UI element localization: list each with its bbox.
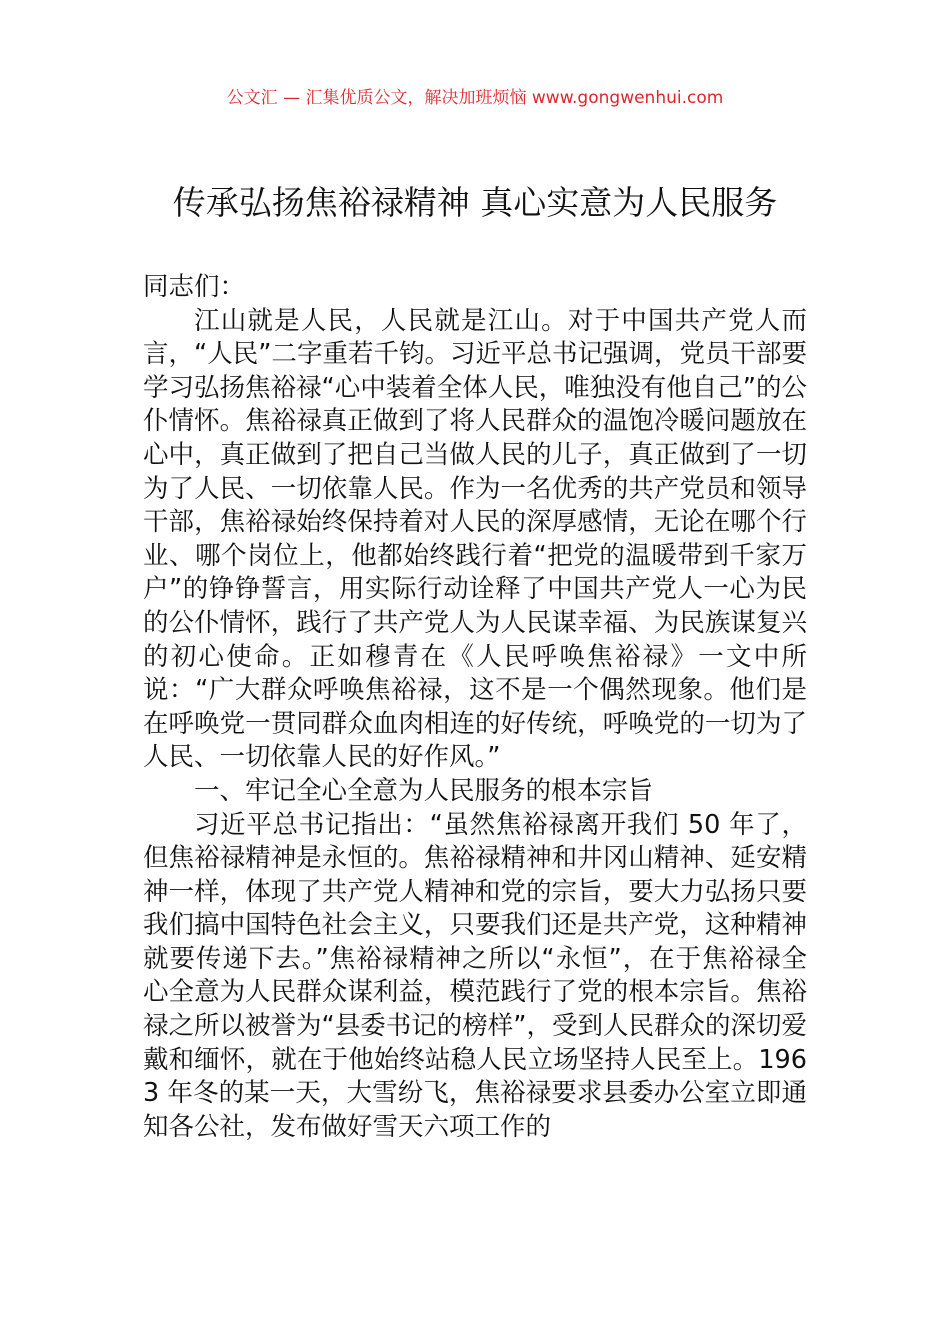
header-banner: 公文汇 — 汇集优质公文，解决加班烦恼 www.gongwenhui.com [226,88,724,108]
document-body [143,271,807,1144]
paragraph-section-1: 习近平总书记指出：“虽然焦裕禄离开我们 50 年了，但焦裕禄精神是永恒的。焦裕禄精神和井冈山精神、延安精神一样，体现了共产党人精神和党的宗旨，要大力弘扬只要我们搞中国特色社会主义，只要我们还是共产党，这种精神就要传递下去。”焦裕禄精神之所以“永恒”，在于焦裕禄全心全意为人民群众谋利益，模范践行了党的根本宗旨。焦裕禄之所以被誉为“县委书记的榜样”，受到人民群众的深切爱戴和缅怀，就在于他始终站稳人民立场坚持人民至上。1963 年冬的某一天，大雪纷飞，焦裕禄要求县委办公室立即通知各公社，发布做好雪天六项工作的 [143,809,807,1142]
document-title: 传承弘扬焦裕禄精神 真心实意为人民服务 [172,183,778,222]
section-heading: 一、牢记全心全意为人民服务的根本宗旨 [194,775,654,806]
salutation: 同志们： [143,272,246,302]
paragraph-intro: 江山就是人民，人民就是江山。对于中国共产党人而言，“人民”二字重若千钧。习近平总书记强调，党员干部要学习弘扬焦裕禄“心中装着全体人民，唯独没有他自己”的公仆情怀。焦裕禄真正做到了将人民群众的温饱冷暖问题放在心中，真正做到了把自己当做人民的儿子，真正做到了一切为了人民、一切依靠人民。作为一名优秀的共产党员和领导干部，焦裕禄始终保持着对人民的深厚感情，无论在哪个行业、哪个岗位上，他都始终践行着“把党的温暖带到千家万户”的铮铮誓言，用实际行动诠释了中国共产党人一心为民的公仆情怀，践行了共产党人为人民谋幸福、为民族谋复兴的初心使命。正如穆青在《人民呼唤焦裕禄》一文中所说：“广大群众呼唤焦裕禄，这不是一个偶然现象。他们是在呼唤党一贯同群众血肉相连的好传统，呼唤党的一切为了人民、一切依靠人民的好作风。” [143,305,807,773]
